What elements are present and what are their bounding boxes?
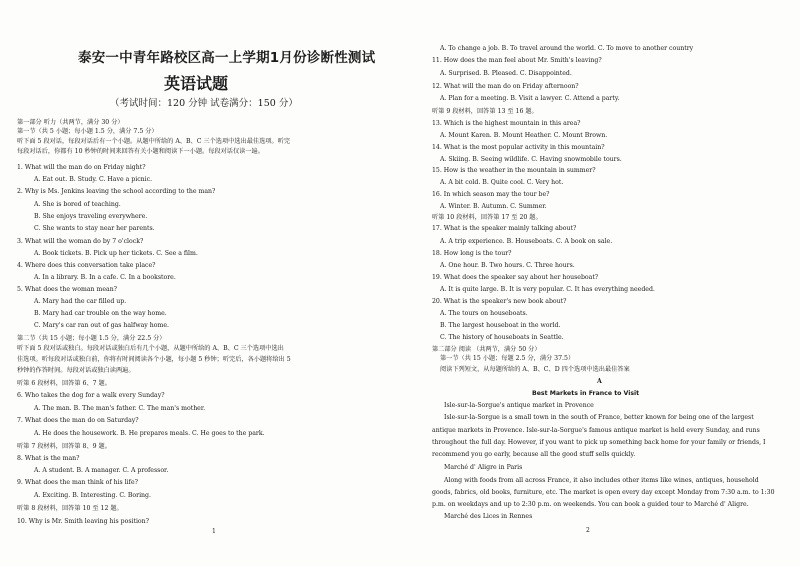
- page-2-text-line: p.m. on weekdays and up to 2:30 p.m. on weekends. You can book a guided tour to Marché d' Aligre.: [432, 501, 749, 508]
- page-1-text-line: A. He does the housework. B. He prepares meals. C. He goes to the park.: [34, 430, 265, 437]
- page-1-text-line: 听第 6 段材料，回答第 6、7 题。: [17, 380, 111, 387]
- page-1-text-line: A. The man. B. The man's father. C. The man's mother.: [34, 405, 206, 412]
- page-2-text-line: A. Mount Karen. B. Mount Heather. C. Mount Brown.: [440, 132, 608, 139]
- page-1-text-line: 1. What will the man do on Friday night?: [17, 164, 146, 171]
- page-2-text-line: A. Plan for a meeting. B. Visit a lawyer. C. Attend a party.: [440, 95, 620, 102]
- page-1-text-line: A. Eat out. B. Study. C. Have a picnic.: [34, 176, 153, 183]
- page-1-text-line: B. She enjoys traveling everywhere.: [34, 213, 148, 220]
- page-1-text-line: 第二节（共 15 小题；每小题 1.5 分，满分 22.5 分）: [17, 335, 166, 342]
- page-1-text-line: 2. Why is Ms. Jenkins leaving the school according to the man?: [17, 188, 216, 195]
- page-2-text-line: 阅读下列短文，从每题所给的 A、B、C、D 四个选项中选出最佳答案: [440, 366, 630, 373]
- page-2-text-line: A. Skiing. B. Seeing wildlife. C. Having snowmobile tours.: [440, 156, 622, 163]
- exam-title: 泰安一中青年路校区高一上学期1月份诊断性测试: [78, 50, 376, 66]
- page-2-text-line: Best Markets in France to Visit: [532, 390, 640, 397]
- page-1-text-line: 第一部分 听力（共两节，满分 30 分）: [17, 119, 124, 126]
- page-1-text-line: 听第 8 段材料，回答第 10 至 12 题。: [17, 505, 123, 512]
- page-2-text-line: 第一节（共 15 小题；每题 2.5 分，满分 37.5）: [440, 355, 575, 362]
- page-2-text-line: A. A bit cold. B. Quite cool. C. Very hot.: [440, 179, 564, 186]
- page-2-text-line: Along with foods from all across France, it also includes other items like wines, antiques, household: [444, 477, 759, 484]
- page-2-text-line: 14. What is the most popular activity in this mountain?: [432, 144, 605, 151]
- page-2-text-line: 16. In which season may the tour be?: [432, 191, 550, 198]
- page-2-text-line: 13. Which is the highest mountain in this area?: [432, 120, 581, 127]
- page-2-text-line: 11. How does the man feel about Mr. Smith's leaving?: [432, 57, 602, 64]
- page-1-text-line: A. Mary had the car filled up.: [34, 298, 127, 305]
- page-2-text-line: C. The history of houseboats in Seattle.: [440, 334, 564, 341]
- page-1-text-line: 每段对话后，你都有 10 秒钟的时间来回答有关小题和阅读下一小题。每段对话仅读一遍。: [17, 148, 264, 155]
- page-1-text-line: 4. Where does this conversation take place?: [17, 262, 156, 269]
- page-1-text-line: A. Book tickets. B. Pick up her tickets. C. See a film.: [34, 250, 198, 257]
- page-2-text-line: A: [597, 378, 602, 385]
- page-2-text-line: A. Surprised. B. Pleased. C. Disappointed.: [440, 70, 572, 77]
- page-2-text-line: 17. What is the speaker mainly talking about?: [432, 225, 577, 232]
- page-1-text-line: 佳选项。听每段对话或独白前，你将有时间阅读各个小题，每小题 5 秒钟；听完后，各小题将给出 5: [17, 356, 291, 363]
- page-2-text-line: A. One hour. B. Two hours. C. Three hours.: [440, 262, 575, 269]
- page-1-text-line: 6. Who takes the dog for a walk every Sunday?: [17, 392, 165, 399]
- page-1-text-line: 8. What is the man?: [17, 455, 80, 462]
- page-2-text-line: Marché d' Aligre in Paris: [444, 464, 523, 471]
- page-2-text-line: 听第 9 段材料，回答第 13 至 16 题。: [432, 108, 538, 115]
- page-2-text-line: recommend you go early, because all the good stuff sells quickly.: [432, 451, 636, 458]
- page-1-text-line: 第一节（共 5 小题；每小题 1.5 分，满分 7.5 分）: [17, 128, 158, 135]
- page-1-text-line: 7. What does the man do on Saturday?: [17, 417, 139, 424]
- page-1-text-line: A. Exciting. B. Interesting. C. Boring.: [34, 492, 151, 499]
- page-2-text-line: 18. How long is the tour?: [432, 250, 512, 257]
- page-1-text-line: 秒钟的作答时间。每段对话或独白读两遍。: [17, 367, 135, 374]
- page-2-text-line: A. A trip experience. B. Houseboats. C. A book on sale.: [440, 238, 613, 245]
- page-2-text-line: Marché des Lices in Rennes: [444, 513, 533, 520]
- page-2-text-line: A. The tours on houseboats.: [440, 310, 528, 317]
- subject-title: 英语试题: [164, 74, 229, 93]
- page-2-text-line: 第二部分 阅读 （共两节，满分 50 分）: [432, 346, 541, 353]
- page-2-text-line: A. To change a job. B. To travel around the world. C. To move to another country: [440, 45, 694, 52]
- page-2-text-line: 19. What does the speaker say about her houseboat?: [432, 274, 599, 281]
- exam-meta: （考试时间：120 分钟 试卷满分：150 分）: [110, 98, 298, 109]
- page-2-text-line: throughout the full day. However, if you want to pick up something back home for your family or friends, I: [432, 439, 766, 446]
- page-1-text-line: A. In a library. B. In a cafe. C. In a bookstore.: [34, 274, 176, 281]
- page-2-text-line: B. The largest houseboat in the world.: [440, 322, 561, 329]
- page-1-text-line: 3. What will the woman do by 7 o'clock?: [17, 238, 144, 245]
- page-number: 2: [586, 527, 590, 534]
- page-2: [404, 0, 800, 566]
- page-2-text-line: antique markets in Provence. Isle-sur-la-Sorgue's famous antique market is held every Sunday, and runs: [432, 427, 760, 434]
- page-2-text-line: 15. How is the weather in the mountain in summer?: [432, 167, 596, 174]
- page-2-text-line: 20. What is the speaker's new book about?: [432, 298, 567, 305]
- page-1-text-line: C. She wants to stay near her parents.: [34, 225, 155, 232]
- page-1-text-line: 10. Why is Mr. Smith leaving his position?: [17, 518, 149, 525]
- page-1-text-line: 听下面 5 段对话或独白。每段对话或独白后有几个小题，从题中所给的 A、B、C 三个选项中选出: [17, 345, 284, 352]
- page-1-text-line: 9. What does the man think of his life?: [17, 479, 138, 486]
- page-2-text-line: A. Winter. B. Autumn. C. Summer.: [440, 203, 547, 210]
- page-1-text-line: A. A student. B. A manager. C. A professor.: [34, 467, 169, 474]
- page-1-text-line: C. Mary's car ran out of gas halfway home.: [34, 322, 169, 329]
- page-2-text-line: Isle-sur-la-Sorgue's antique market in Provence: [444, 402, 594, 409]
- page-1-text-line: 听下面 5 段对话，每段对话后有一个小题。从题中所给的 A、B、C 三个选项中选出最佳选项。听完: [17, 138, 291, 145]
- page-1-text-line: 听第 7 段材料，回答第 8、9 题。: [17, 443, 111, 450]
- page-2-text-line: 听第 10 段材料，回答第 17 至 20 题。: [432, 214, 542, 221]
- page-2-text-line: A. It is quite large. B. It is very popular. C. It has everything needed.: [440, 286, 655, 293]
- page-2-text-line: goods, fabrics, old books, furniture, etc. The market is open every day except Monday from 7:30 a.m. to 1:30: [432, 489, 775, 496]
- page-number: 1: [212, 528, 216, 535]
- page-2-text-line: 12. What will the man do on Friday afternoon?: [432, 83, 579, 90]
- page-1-text-line: B. Mary had car trouble on the way home.: [34, 310, 167, 317]
- page-2-text-line: Isle-sur-la-Sorgue is a small town in the south of France, better known for being one of the largest: [444, 414, 754, 421]
- page-1-text-line: A. She is bored of teaching.: [34, 201, 121, 208]
- page-1-text-line: 5. What does the woman mean?: [17, 286, 117, 293]
